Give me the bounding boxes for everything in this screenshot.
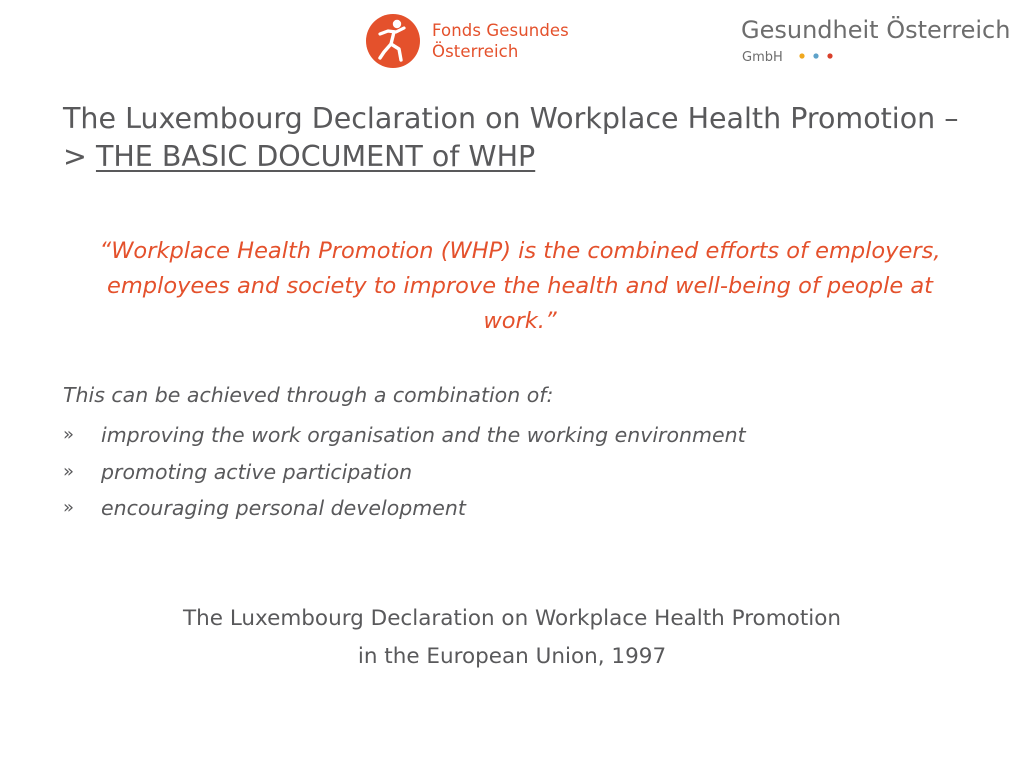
citation-line1: The Luxembourg Declaration on Workplace Health Promotion: [183, 606, 841, 631]
fgoe-logo: [366, 12, 606, 70]
whp-definition-quote: “Workplace Health Promotion (WHP) is the combined efforts of employers, employees and society to improve the health and well-being of people at work.”: [99, 238, 941, 334]
dot-yellow: [799, 53, 804, 58]
bullet-marker: »: [63, 424, 75, 445]
list-item-text: promoting active participation: [101, 459, 413, 484]
goeg-logo: [741, 14, 1011, 70]
slide-title: [63, 100, 963, 176]
colored-dots-icon: [799, 52, 839, 62]
goeg-logo-suffix: GmbH: [742, 50, 783, 65]
list-item-text: encouraging personal development: [101, 496, 466, 520]
dot-blue: [813, 53, 818, 58]
running-figure-icon: [366, 14, 420, 68]
citation-line2: in the European Union, 1997: [357, 644, 667, 669]
dot-red: [827, 53, 832, 58]
source-citation: [0, 600, 1024, 676]
list-item: [63, 490, 746, 527]
slide-title-prefix: The Luxembourg Declaration on Workplace Health Promotion –>: [63, 102, 959, 173]
goeg-logo-name: Gesundheit Österreich: [741, 16, 1011, 44]
bullet-marker: »: [63, 497, 75, 518]
bullet-marker: »: [63, 460, 75, 482]
list-item: [63, 417, 746, 454]
list-item-text: improving the work organisation and the working environment: [101, 423, 746, 447]
intro-text: This can be achieved through a combination of:: [63, 383, 554, 407]
fgoe-logo-line2: Österreich: [432, 42, 519, 61]
slide-title-link[interactable]: THE BASIC DOCUMENT of WHP: [95, 140, 536, 173]
bullet-list: [63, 417, 746, 527]
fgoe-logo-line1: Fonds Gesundes: [432, 21, 569, 40]
list-item: [63, 454, 746, 491]
